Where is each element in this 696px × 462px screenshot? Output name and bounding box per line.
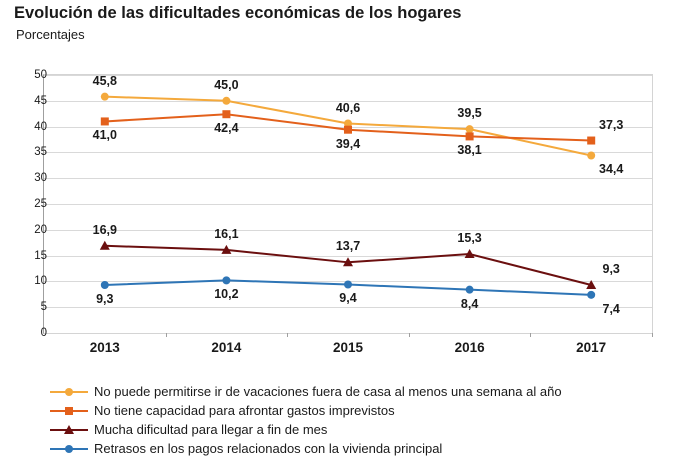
x-axis-tick	[652, 333, 653, 337]
data-label: 15,3	[457, 231, 482, 246]
x-axis-tick-label: 2015	[332, 340, 364, 355]
data-label: 38,1	[457, 143, 482, 158]
y-axis-tick-label: 45	[34, 94, 47, 107]
data-label: 39,4	[335, 136, 361, 151]
series-marker	[587, 151, 595, 159]
page-title: Evolución de las dificultades económicas de los hogares	[14, 4, 462, 22]
x-axis-tick-label: 2013	[89, 340, 120, 355]
series-marker	[101, 117, 109, 125]
data-label: 9,4	[339, 291, 357, 306]
y-axis-tick-label: 30	[34, 172, 47, 185]
y-axis-tick-label: 15	[34, 249, 47, 262]
series-marker	[587, 137, 595, 145]
y-axis-tick-label: 25	[34, 198, 47, 210]
legend-item[interactable]	[48, 439, 658, 458]
data-label: 42,4	[214, 121, 239, 136]
x-axis-tick	[287, 333, 288, 337]
data-label: 45,0	[214, 77, 239, 92]
y-axis-tick-label: 35	[34, 146, 47, 159]
data-label: 8,4	[460, 296, 479, 311]
data-label: 10,2	[214, 287, 239, 302]
legend-label: No puede permitirse ir de vacaciones fuera de casa al menos una semana al año	[94, 384, 562, 399]
legend-item[interactable]	[48, 382, 658, 401]
series-marker	[466, 132, 474, 140]
legend-marker-icon	[48, 442, 94, 456]
series-marker	[466, 125, 474, 133]
data-label: 9,3	[96, 292, 114, 306]
legend-label: No tiene capacidad para afrontar gastos imprevistos	[94, 403, 395, 418]
data-label: 16,1	[214, 226, 239, 241]
series-marker	[466, 286, 474, 294]
legend-item[interactable]	[48, 401, 658, 420]
series-marker	[222, 276, 230, 284]
data-label: 16,9	[92, 222, 117, 237]
data-label: 13,7	[335, 239, 361, 254]
series-marker	[222, 97, 230, 105]
data-label: 45,8	[92, 73, 117, 88]
y-axis-tick-label: 50	[34, 69, 47, 81]
x-axis-tick	[166, 333, 167, 337]
series-marker	[344, 280, 352, 288]
data-label: 34,4	[599, 162, 624, 177]
y-axis-tick-label: 20	[34, 223, 47, 236]
series-marker	[587, 291, 595, 299]
data-label: 41,0	[92, 128, 117, 143]
series-marker	[101, 281, 109, 289]
y-axis-tick-label: 5	[40, 301, 47, 314]
y-axis-tick-label: 40	[34, 120, 47, 133]
data-label: 9,3	[602, 262, 620, 276]
x-axis-tick	[409, 333, 410, 337]
x-axis-tick-label: 2017	[576, 340, 607, 355]
series-marker	[222, 110, 230, 118]
series-marker	[101, 93, 109, 101]
data-label: 37,3	[599, 117, 624, 132]
legend-marker-icon	[48, 385, 94, 399]
y-axis-tick-label: 10	[34, 275, 47, 288]
data-label: 40,6	[335, 100, 361, 115]
data-label: 7,4	[602, 301, 620, 316]
chart-legend	[48, 382, 658, 458]
x-axis-tick-label: 2016	[454, 340, 485, 355]
chart-subtitle: Porcentajes	[16, 27, 85, 42]
x-axis-tick	[530, 333, 531, 337]
x-axis-tick-label: 2014	[211, 340, 242, 355]
legend-label: Mucha dificultad para llegar a fin de mes	[94, 422, 328, 437]
legend-marker-icon	[48, 423, 94, 437]
legend-label: Retrasos en los pagos relacionados con la vivienda principal	[94, 441, 443, 456]
data-label: 39,5	[457, 106, 482, 121]
legend-item[interactable]	[48, 420, 658, 439]
y-axis-tick-label: 0	[40, 327, 47, 339]
legend-marker-icon	[48, 404, 94, 418]
series-marker	[344, 126, 352, 134]
